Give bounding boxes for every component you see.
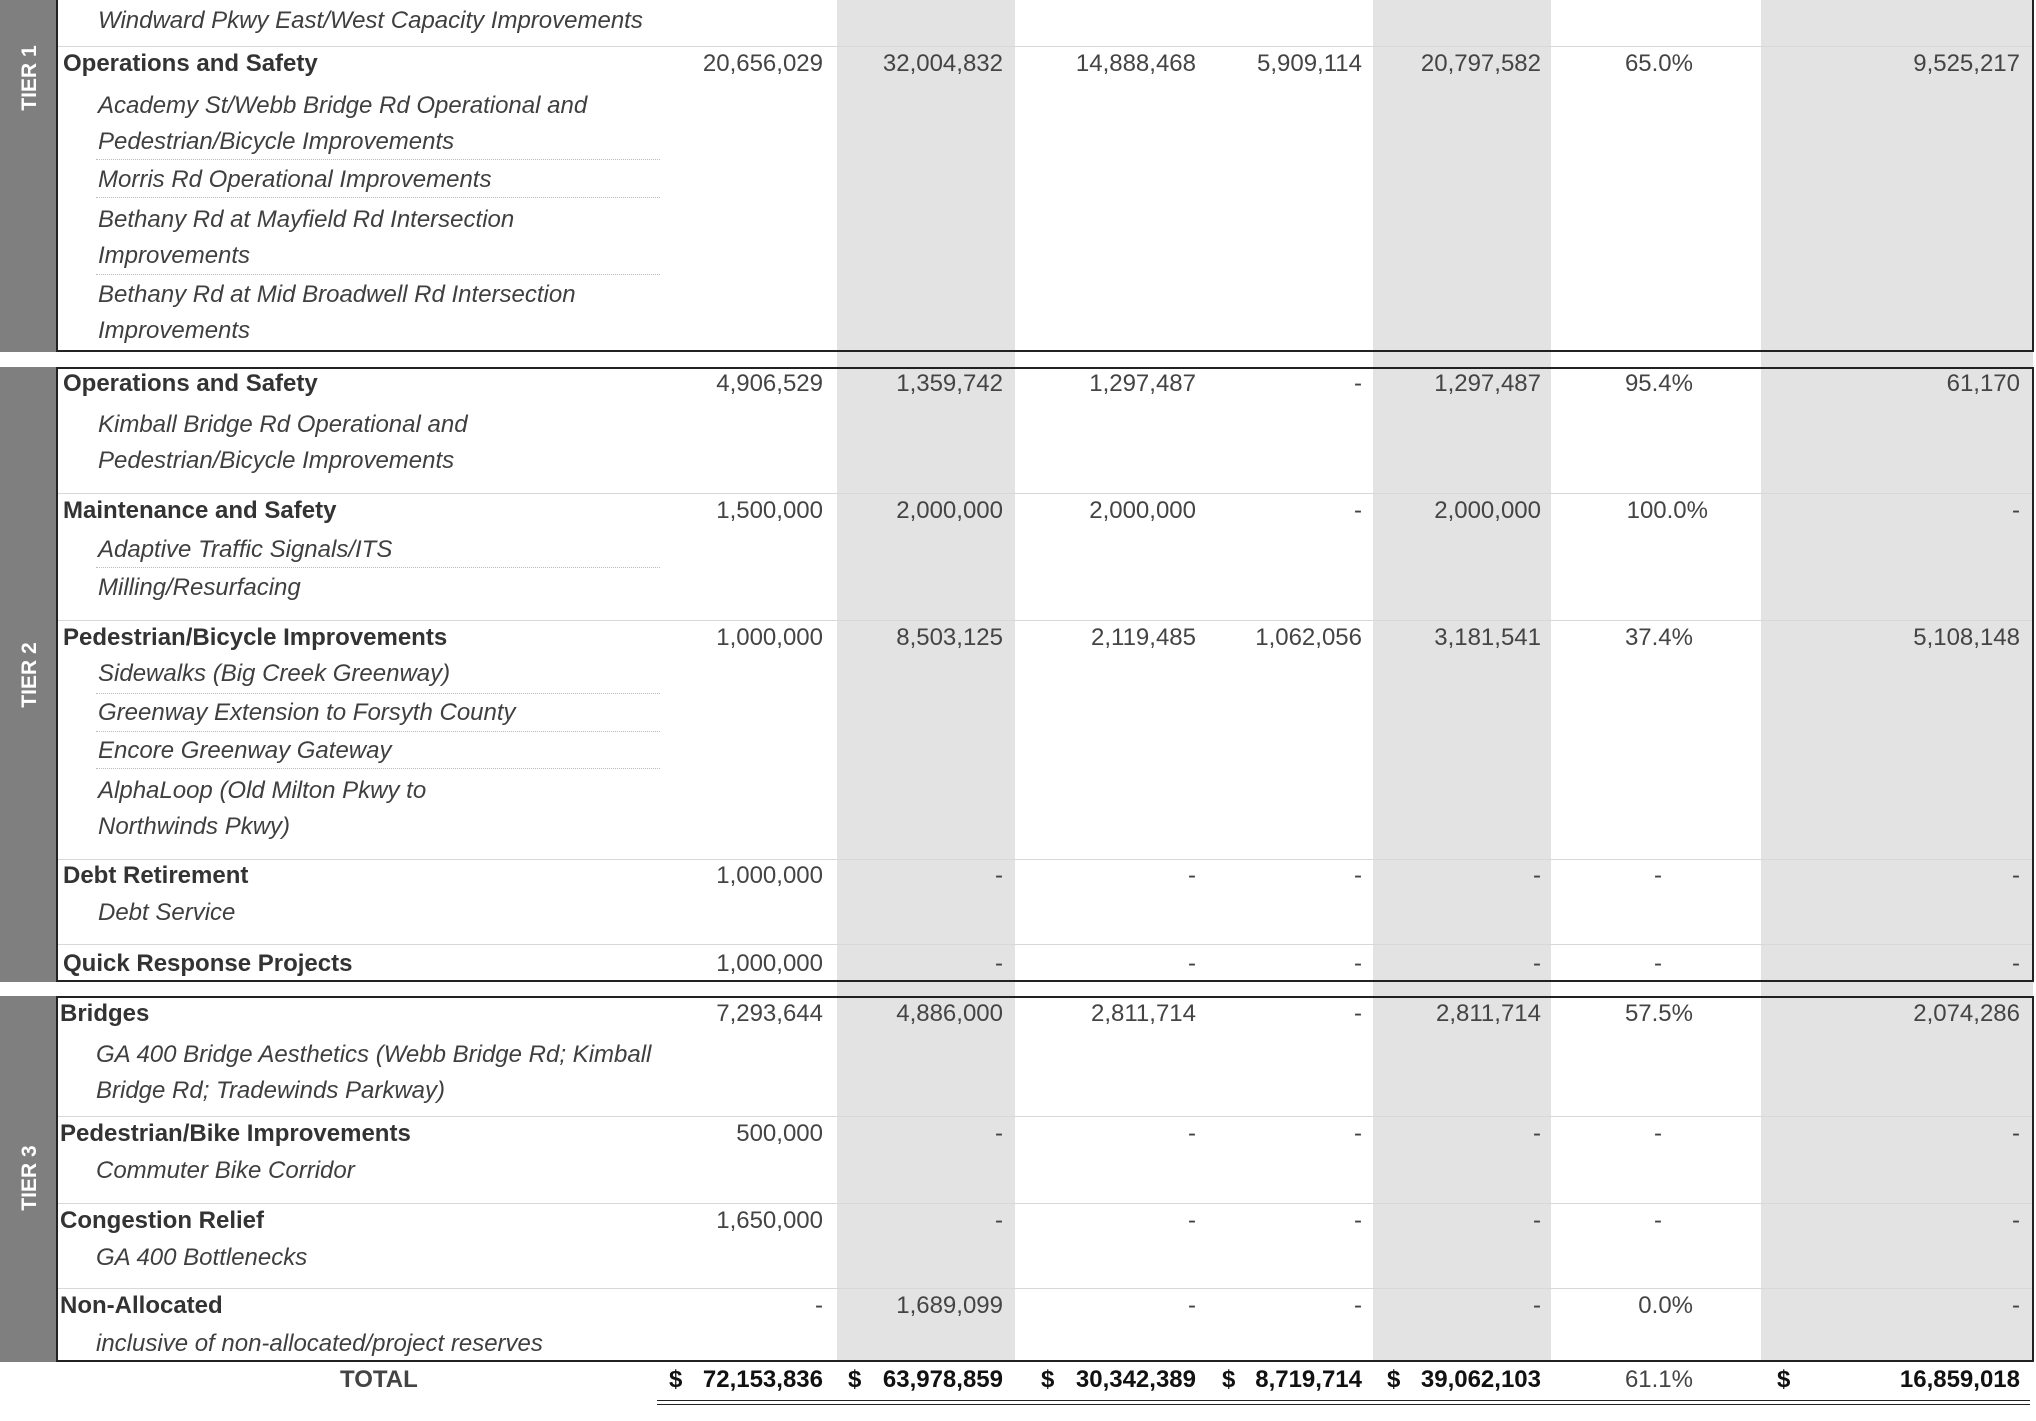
total-double-underline [657,1400,2030,1401]
project-item: AlphaLoop (Old Milton Pkwy to Northwinds Pkwy) [98,777,427,840]
value-cell: 2,000,000 [896,497,1003,524]
category-label: Maintenance and Safety [63,497,337,524]
total-value: 72,153,836 [702,1366,823,1393]
total-currency: $ [1777,1366,1791,1393]
value-cell: 2,000,000 [1434,497,1541,524]
row-separator [58,1288,2032,1289]
category-label: Debt Retirement [63,862,249,889]
value-cell: - [1354,1207,1362,1234]
value-cell: 0.0% [1638,1292,1693,1319]
value-cell: 3,181,541 [1434,624,1541,651]
tier-3-bar [0,996,57,1362]
value-cell: 1,689,099 [896,1292,1003,1319]
project-item: GA 400 Bottlenecks [96,1244,308,1271]
row-separator [58,493,2032,494]
project-item: Bethany Rd at Mayfield Rd Intersection Improvements [98,206,515,269]
project-item: Kimball Bridge Rd Operational and Pedestrian/Bicycle Improvements [98,411,468,474]
total-value: 30,342,389 [1075,1366,1196,1393]
value-cell: - [1533,950,1541,977]
value-cell: 37.4% [1624,624,1693,651]
value-cell: - [1654,950,1662,977]
project-item: Debt Service [98,899,236,926]
total-currency: $ [1222,1366,1236,1393]
total-double-underline [657,1404,2030,1405]
value-cell: - [1533,1292,1541,1319]
row-separator [58,944,2032,945]
total-currency: $ [1387,1366,1401,1393]
project-item: Sidewalks (Big Creek Greenway) [98,660,451,687]
tier-2-bar [0,367,57,982]
value-cell: 1,000,000 [716,950,823,977]
value-cell: 57.5% [1624,1000,1693,1027]
value-cell: - [1188,950,1196,977]
value-cell: 1,297,487 [1434,370,1541,397]
row-separator [58,46,2032,47]
row-separator [58,1203,2032,1204]
value-cell: 2,119,485 [1091,624,1196,651]
tier-1-label: TIER 1 [18,45,41,111]
value-cell: - [1354,370,1362,397]
value-cell: - [2012,1292,2020,1319]
category-label: Operations and Safety [63,370,318,397]
value-cell: 5,909,114 [1257,50,1362,77]
value-cell: - [815,1292,823,1319]
value-cell: 95.4% [1624,370,1693,397]
value-cell: - [1188,1207,1196,1234]
category-label: Non-Allocated [60,1292,223,1319]
value-cell: 1,000,000 [716,862,823,889]
value-cell: 100.0% [1626,497,1708,524]
value-cell: 61,170 [1946,370,2020,397]
project-item: Bethany Rd at Mid Broadwell Rd Intersection Improvements [98,281,576,344]
project-item: Commuter Bike Corridor [96,1157,355,1184]
value-cell: - [1533,862,1541,889]
value-cell: 1,500,000 [716,497,823,524]
value-cell: - [995,1207,1003,1234]
value-cell: - [1188,1292,1196,1319]
total-currency: $ [1041,1366,1055,1393]
value-cell: 20,797,582 [1420,50,1541,77]
value-cell: - [995,862,1003,889]
tier-2-label: TIER 2 [18,642,41,708]
project-item: Windward Pkwy East/West Capacity Improvements [98,7,643,34]
category-label: Congestion Relief [60,1207,265,1234]
row-separator [58,1116,2032,1117]
value-cell: - [2012,862,2020,889]
value-cell: 32,004,832 [882,50,1003,77]
project-item: inclusive of non-allocated/project reserves [96,1330,543,1357]
value-cell: - [995,950,1003,977]
value-cell: 5,108,148 [1913,624,2020,651]
value-cell: 1,000,000 [716,624,823,651]
value-cell: - [2012,497,2020,524]
total-value: 8,719,714 [1255,1366,1362,1393]
value-cell: - [1188,862,1196,889]
value-cell: - [1354,1000,1362,1027]
project-item: GA 400 Bridge Aesthetics (Webb Bridge Rd; Kimball Bridge Rd; Tradewinds Parkway) [96,1041,652,1104]
value-cell: - [1533,1120,1541,1147]
tier-3-label: TIER 3 [18,1145,41,1211]
value-cell: - [1533,1207,1541,1234]
item-separator [96,274,660,275]
project-item: Academy St/Webb Bridge Rd Operational and Pedestrian/Bicycle Improvements [98,92,588,155]
value-cell: - [1354,950,1362,977]
total-percent: 61.1% [1624,1366,1693,1393]
total-currency: $ [848,1366,862,1393]
value-cell: 65.0% [1624,50,1693,77]
project-item: Greenway Extension to Forsyth County [98,699,516,726]
item-separator [96,693,660,694]
project-item: Encore Greenway Gateway [98,737,392,764]
value-cell: 2,074,286 [1913,1000,2020,1027]
value-cell: 1,359,742 [896,370,1003,397]
item-separator [96,731,660,732]
value-cell: 2,811,714 [1436,1000,1541,1027]
category-label: Quick Response Projects [63,950,353,977]
value-cell: 7,293,644 [716,1000,823,1027]
value-cell: 1,297,487 [1089,370,1196,397]
value-cell: - [1354,497,1362,524]
value-cell: - [2012,950,2020,977]
row-separator [58,859,2032,860]
value-cell: - [1354,862,1362,889]
total-value: 63,978,859 [882,1366,1003,1393]
project-item: Adaptive Traffic Signals/ITS [98,536,393,563]
value-cell: 4,886,000 [896,1000,1003,1027]
value-cell: 2,811,714 [1091,1000,1196,1027]
value-cell: - [1354,1292,1362,1319]
value-cell: 8,503,125 [896,624,1003,651]
tier-1-bar [0,0,57,352]
value-cell: 4,906,529 [716,370,823,397]
value-cell: - [1188,1120,1196,1147]
value-cell: - [2012,1120,2020,1147]
row-separator [58,620,2032,621]
value-cell: 500,000 [736,1120,823,1147]
value-cell: 2,000,000 [1089,497,1196,524]
value-cell: 9,525,217 [1913,50,2020,77]
total-currency: $ [669,1366,683,1393]
total-label: TOTAL [340,1366,418,1393]
value-cell: 20,656,029 [702,50,823,77]
value-cell: - [1654,1207,1662,1234]
category-label: Operations and Safety [63,50,318,77]
value-cell: - [1354,1120,1362,1147]
project-item: Milling/Resurfacing [98,574,301,601]
total-value: 16,859,018 [1899,1366,2020,1393]
value-cell: 1,062,056 [1255,624,1362,651]
value-cell: - [2012,1207,2020,1234]
value-cell: 1,650,000 [716,1207,823,1234]
category-label: Pedestrian/Bike Improvements [60,1120,411,1147]
value-cell: 14,888,468 [1075,50,1196,77]
total-value: 39,062,103 [1420,1366,1541,1393]
project-item: Morris Rd Operational Improvements [98,166,492,193]
value-cell: - [1654,862,1662,889]
value-cell: - [995,1120,1003,1147]
category-label: Pedestrian/Bicycle Improvements [63,624,448,651]
category-label: Bridges [60,1000,150,1027]
value-cell: - [1654,1120,1662,1147]
